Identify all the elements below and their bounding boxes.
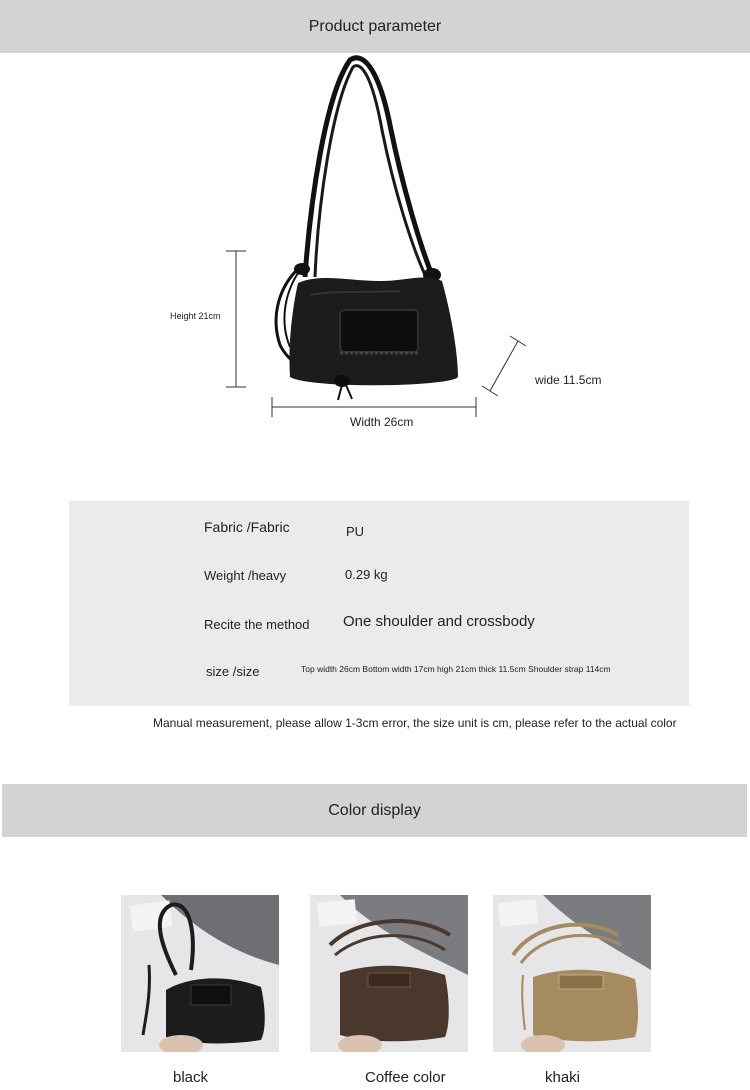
color-swatch-black[interactable] [121, 895, 279, 1052]
color-label-coffee: Coffee color [365, 1069, 446, 1086]
param-key-weight: Weight /heavy [204, 568, 287, 583]
color-swatch-khaki[interactable] [493, 895, 651, 1052]
measurement-note: Manual measurement, please allow 1-3cm error, the size unit is cm, please refer to the actual color [153, 716, 677, 730]
parameter-table [69, 501, 689, 706]
param-value-size: Top width 26cm Bottom width 17cm high 21cm thick 11.5cm Shoulder strap 114cm [301, 664, 611, 674]
section-title: Color display [328, 801, 421, 819]
section-header-product-parameter [0, 0, 750, 53]
width-dimension-label: Width 26cm [350, 415, 414, 429]
param-key-method: Recite the method [204, 617, 310, 632]
color-swatch-coffee[interactable] [310, 895, 468, 1052]
depth-dimension-label: wide 11.5cm [535, 373, 602, 387]
color-label-black: black [173, 1069, 209, 1086]
section-header-color-display [2, 784, 747, 837]
param-value-method: One shoulder and crossbody [343, 613, 535, 630]
height-dimension-label: Height 21cm [170, 311, 221, 321]
section-title: Product parameter [308, 17, 442, 35]
color-label-khaki: khaki [545, 1069, 581, 1086]
param-value-fabric: PU [346, 524, 365, 539]
param-key-size: size /size [206, 664, 260, 679]
product-image-black-bag [150, 55, 650, 475]
param-value-weight: 0.29 kg [345, 567, 388, 582]
param-key-fabric: Fabric /Fabric [204, 519, 290, 535]
